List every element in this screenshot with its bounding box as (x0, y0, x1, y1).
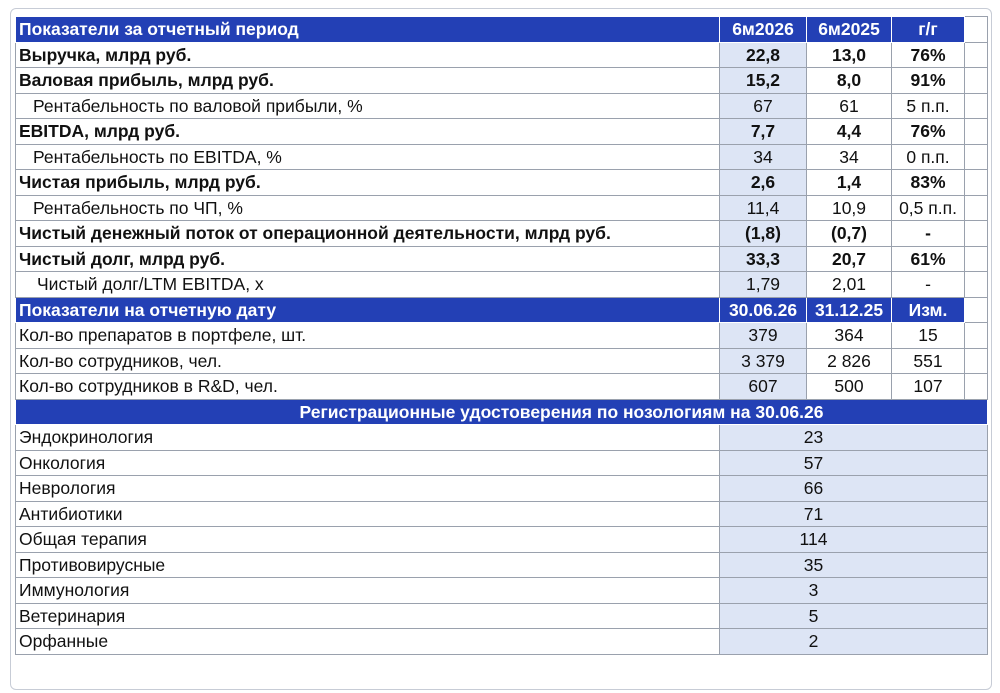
certificate-count: 2 (720, 629, 988, 655)
table-row-oncology (16, 450, 988, 476)
header-gap-cell (965, 17, 988, 43)
empty-cell (965, 221, 988, 247)
date-header-col2: 31.12.25 (807, 297, 892, 323)
value-31-12-25: 2 826 (807, 348, 892, 374)
empty-cell (965, 272, 988, 298)
row-label: Рентабельность по валовой прибыли, % (16, 93, 720, 119)
date-header-title: Показатели на отчетную дату (16, 297, 720, 323)
table-row-orphan (16, 629, 988, 655)
empty-cell (965, 195, 988, 221)
table-row-gross-margin (16, 93, 988, 119)
row-label: Онкология (16, 450, 720, 476)
empty-cell (965, 144, 988, 170)
row-label: Ветеринария (16, 603, 720, 629)
value-6m2025: (0,7) (807, 221, 892, 247)
empty-cell (965, 119, 988, 145)
certificate-count: 35 (720, 552, 988, 578)
row-label: Эндокринология (16, 425, 720, 451)
value-6m2025: 13,0 (807, 42, 892, 68)
empty-cell (965, 348, 988, 374)
table-row-antibiotics (16, 501, 988, 527)
certificate-count: 5 (720, 603, 988, 629)
empty-cell (965, 170, 988, 196)
table-row-revenue (16, 42, 988, 68)
row-label: Выручка, млрд руб. (16, 42, 720, 68)
row-label: Чистый денежный поток от операционной деятельности, млрд руб. (16, 221, 720, 247)
value-yoy: 61% (892, 246, 965, 272)
value-yoy: - (892, 221, 965, 247)
table-row-antivirals (16, 552, 988, 578)
value-yoy: 0,5 п.п. (892, 195, 965, 221)
value-yoy: - (892, 272, 965, 298)
value-6m2026: 11,4 (720, 195, 807, 221)
certificate-count: 114 (720, 527, 988, 553)
value-change: 551 (892, 348, 965, 374)
table-row-immunology (16, 578, 988, 604)
row-label: Орфанные (16, 629, 720, 655)
row-label: Неврология (16, 476, 720, 502)
value-6m2025: 10,9 (807, 195, 892, 221)
certificate-count: 66 (720, 476, 988, 502)
table-row-endocrinology (16, 425, 988, 451)
row-label: EBITDA, млрд руб. (16, 119, 720, 145)
value-6m2025: 2,01 (807, 272, 892, 298)
certificate-count: 23 (720, 425, 988, 451)
value-30-06-26: 379 (720, 323, 807, 349)
value-yoy: 91% (892, 68, 965, 94)
date-header-col1: 30.06.26 (720, 297, 807, 323)
period-header-col1: 6м2026 (720, 17, 807, 43)
table-row-general-therapy (16, 527, 988, 553)
row-label: Валовая прибыль, млрд руб. (16, 68, 720, 94)
value-change: 15 (892, 323, 965, 349)
period-header-col3: г/г (892, 17, 965, 43)
table-row-net-profit (16, 170, 988, 196)
value-30-06-26: 607 (720, 374, 807, 400)
table-row-gross-profit (16, 68, 988, 94)
value-yoy: 83% (892, 170, 965, 196)
table-row-net-margin (16, 195, 988, 221)
table-row-operating-cash-flow (16, 221, 988, 247)
row-label: Кол-во сотрудников в R&D, чел. (16, 374, 720, 400)
registration-header-title: Регистрационные удостоверения по нозологиям на 30.06.26 (16, 399, 988, 425)
period-header-title: Показатели за отчетный период (16, 17, 720, 43)
empty-cell (965, 42, 988, 68)
row-label: Кол-во препаратов в портфеле, шт. (16, 323, 720, 349)
value-6m2025: 20,7 (807, 246, 892, 272)
row-label: Рентабельность по EBITDA, % (16, 144, 720, 170)
value-6m2025: 8,0 (807, 68, 892, 94)
table-row-veterinary (16, 603, 988, 629)
table-row-rnd-employees (16, 374, 988, 400)
period-header-col2: 6м2025 (807, 17, 892, 43)
certificate-count: 71 (720, 501, 988, 527)
value-31-12-25: 500 (807, 374, 892, 400)
value-6m2026: 33,3 (720, 246, 807, 272)
value-6m2025: 34 (807, 144, 892, 170)
certificate-count: 57 (720, 450, 988, 476)
empty-cell (965, 246, 988, 272)
value-6m2026: 7,7 (720, 119, 807, 145)
date-header-row (16, 297, 988, 323)
empty-cell (965, 374, 988, 400)
value-6m2025: 1,4 (807, 170, 892, 196)
empty-cell (965, 68, 988, 94)
certificate-count: 3 (720, 578, 988, 604)
registration-header-row (16, 399, 988, 425)
row-label: Чистый долг/LTM EBITDA, x (16, 272, 720, 298)
value-31-12-25: 364 (807, 323, 892, 349)
value-yoy: 76% (892, 42, 965, 68)
row-label: Чистый долг, млрд руб. (16, 246, 720, 272)
row-label: Рентабельность по ЧП, % (16, 195, 720, 221)
value-yoy: 76% (892, 119, 965, 145)
date-header-col3: Изм. (892, 297, 965, 323)
period-header-row (16, 17, 988, 43)
table-row-ebitda-margin (16, 144, 988, 170)
value-6m2026: 67 (720, 93, 807, 119)
table-row-ebitda (16, 119, 988, 145)
financial-summary-table (15, 16, 988, 655)
table-row-neurology (16, 476, 988, 502)
value-6m2026: 2,6 (720, 170, 807, 196)
value-yoy: 5 п.п. (892, 93, 965, 119)
table-row-employees (16, 348, 988, 374)
value-6m2025: 61 (807, 93, 892, 119)
empty-cell (965, 93, 988, 119)
value-yoy: 0 п.п. (892, 144, 965, 170)
value-6m2026: 22,8 (720, 42, 807, 68)
value-6m2026: 34 (720, 144, 807, 170)
row-label: Противовирусные (16, 552, 720, 578)
row-label: Кол-во сотрудников, чел. (16, 348, 720, 374)
row-label: Чистая прибыль, млрд руб. (16, 170, 720, 196)
value-6m2026: 1,79 (720, 272, 807, 298)
value-6m2026: 15,2 (720, 68, 807, 94)
value-change: 107 (892, 374, 965, 400)
header-gap-cell (965, 297, 988, 323)
table-row-portfolio-products (16, 323, 988, 349)
table-row-net-debt (16, 246, 988, 272)
empty-cell (965, 323, 988, 349)
row-label: Общая терапия (16, 527, 720, 553)
value-6m2025: 4,4 (807, 119, 892, 145)
value-30-06-26: 3 379 (720, 348, 807, 374)
row-label: Иммунология (16, 578, 720, 604)
row-label: Антибиотики (16, 501, 720, 527)
value-6m2026: (1,8) (720, 221, 807, 247)
table-row-net-debt-ebitda (16, 272, 988, 298)
